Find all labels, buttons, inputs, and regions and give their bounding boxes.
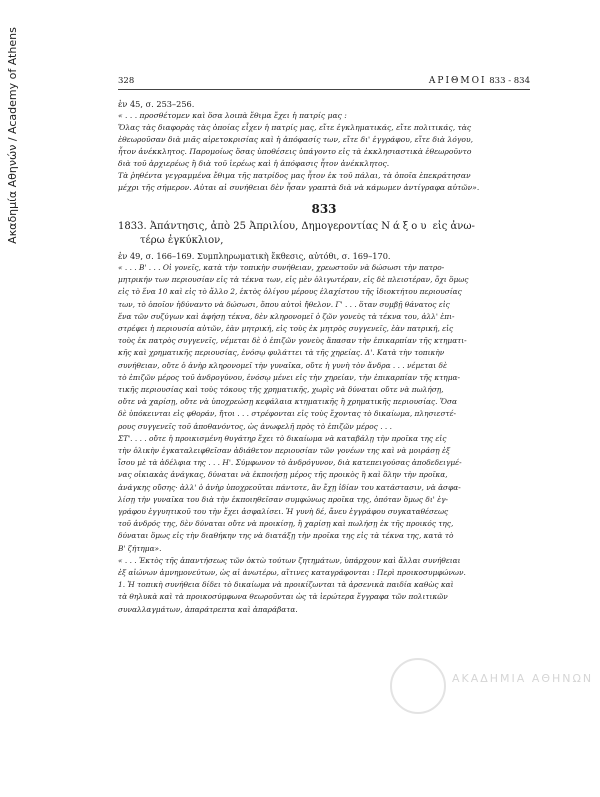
body-line: κῆς καὶ χρηματικῆς περιουσίας, ἐνόσῳ φυλάττει τὰ τῆς χηρείας. Δ'. Κατὰ τὴν τοπικὴν xyxy=(118,348,445,358)
body-line: συνήθειαν, οὔτε ὁ ἀνὴρ κληρονομεῖ τὴν γυναῖκα, οὔτε ἡ γυνὴ τὸν ἄνδρα . . . νέμεται δὲ xyxy=(118,360,447,370)
text-line: Ὅλας τὰς διαφορὰς τὰς ὁποίας εἶχεν ἡ πατρίς μας, εἴτε ἐγκληματικάς, εἴτε πολιτικάς, τὰς xyxy=(118,123,472,132)
body-line: ΣΤ'. . . . οὔτε ἡ προικισμένη θυγάτηρ ἔχει τὸ δικαίωμα νὰ καταβάλῃ τὴν προῖκα της εἰς xyxy=(118,433,447,443)
body-line: τοὺς ἐκ πατρὸς συγγενεῖς, νέμεται δὲ ὁ ἐπιζῶν γονεὺς ἅπασαν τὴν ἐπικαρπίαν τῆς κτηματι- xyxy=(118,336,467,346)
running-title-range: 833 - 834 xyxy=(489,76,530,86)
page-header xyxy=(118,76,530,90)
entry-place: Νάξου xyxy=(381,221,430,232)
body-line: συναλλαγμάτων, ἀπαράτρεπτα καὶ ἀπαράβατα. xyxy=(118,604,298,614)
body-line: στρέφει ἡ περιουσία αὐτῶν, ἐὰν μητρική, εἰς τοὺς ἐκ μητρὸς συγγενεῖς, ἐὰν πατρική, εἰς xyxy=(118,324,454,334)
body-line: « . . . Β' . . . Οἱ γονεῖς, κατὰ τὴν τοπικὴν συνήθειαν, χρεωστοῦν νὰ δώσωσι τὴν πατρο- xyxy=(118,263,445,272)
prev-entry-source: ἐν 45, σ. 253–256. xyxy=(118,99,195,109)
body-line: 1. Ἡ τοπικὴ συνήθεια δίδει τὸ δικαίωμα νὰ προικίζωνται τὰ ἀρσενικὰ παιδία καθὼς καὶ xyxy=(118,580,454,590)
body-line: τοῦ ἀνδρός της, δὲν δύναται οὔτε νὰ προικίσῃ, ἢ χαρίσῃ καὶ πωλήσῃ ἐκ τῆς προικός της, xyxy=(118,519,454,529)
entry-source: ἐν 49, σ. 166–169. Συμπληρωματικὴ ἔκθεσις, αὐτόθι, σ. 169–170. xyxy=(118,251,391,261)
body-line: ἐξ αἰώνων ἀμνημονεύτων, ὡς αἱ ἀνωτέρω, αἵτινες καταγράφονται : Περὶ προικοσυμφώνων. xyxy=(118,568,466,578)
document-page xyxy=(118,76,530,616)
body-line: ἴσου μὲ τὰ ἀδέλφια της . . . Η'. Σύμφωνον τὸ ἀνδρόγυνον, διὰ κατεπειγούσας ἀποδεδειγμέ- xyxy=(118,458,462,468)
entry-heading xyxy=(118,220,530,234)
body-line: ἀνάγκης οὔσης· ἀλλ' ὁ ἀνὴρ ὑποχρεοῦται πάντοτε, ἂν ἔχῃ ἰδίαν του κατάστασιν, νὰ ἀσφα- xyxy=(118,482,461,492)
running-title-text: ΑΡΙΘΜΟΙ xyxy=(428,76,487,86)
body-line: νας οἰκιακὰς ἀνάγκας, δύναται νὰ ἐκποιήσῃ μέρος τῆς προικὸς ἢ καὶ ὅλην τὴν προῖκα, xyxy=(118,470,448,480)
entry-heading-cont: τέρω ἐγκύκλιον, xyxy=(140,235,224,246)
body-line: εἰς τὸ ἕνα 10 καὶ εἰς τὸ ἄλλο 2, ἐκτὸς ὀλίγου μέρους ἐλαχίστου τῆς ἰδιοκτήτου περιουσίας xyxy=(118,287,462,297)
entry-title-a: Ἀπάντησις, ἀπὸ 25 Ἀπριλίου, Δημογεροντίας xyxy=(149,221,379,232)
text-line: μέχρι τῆς σήμερον. Αὐται αἱ συνήθειαι δὲν ἦσαν γραπτὰ διὰ νὰ κάμωμεν ἀντίγραφα αὐτῶν». xyxy=(118,183,480,192)
body-line: των, τὸ ὁποῖον ἠδύναντο νὰ δώσωσι, ὅπου αὐτοὶ ἤθελον. Γ' . . . ὅταν συμβῇ θάνατος εἰς xyxy=(118,299,450,309)
body-line: τὸ ἐπιζῶν μέρος τοῦ ἀνδρογύνου, ἐνόσῳ μένει εἰς τὴν χηρείαν, τὴν ἐπικαρπίαν τῆς κτημα- xyxy=(118,372,461,382)
prev-entry-text xyxy=(118,110,530,194)
section-number: 833 xyxy=(311,202,337,216)
side-label xyxy=(4,20,20,250)
body-line: τὰ θηλυκὰ καὶ τὰ προικοσύμφωνα θεωροῦνται ὡς τὰ ἱερώτερα ἔγγραφα τῶν πολιτικῶν xyxy=(118,592,448,602)
side-label-text: Ακαδημία Αθηνών / Academy of Athens xyxy=(5,26,19,244)
body-line: « . . . Ἐκτὸς τῆς ἀπαντήσεως τῶν ὀκτὼ τούτων ζητημάτων, ὑπάρχουν καὶ ἄλλαι συνήθειαι xyxy=(118,555,461,565)
body-line: δὲ ὑπόκεινται εἰς φθοράν, ἤτοι . . . στρέφονται εἰς τοὺς ἔχοντας τὸ δικαίωμα, πλησιεστέ- xyxy=(118,409,457,419)
body-line: τὴν ὁλικὴν ἐγκαταλειφθεῖσαν ἀδιάθετον περιουσίαν τῶν γονέων της καὶ νὰ μοιράσῃ ἐξ xyxy=(118,446,451,456)
body-line: τικῆς περιουσίας καὶ τοὺς τόκους τῆς χρηματικῆς, χωρὶς νὰ δύναται οὔτε νὰ πωλήσῃ, xyxy=(118,385,444,395)
entry-body xyxy=(118,262,530,616)
watermark-text: ΑΚΑΔΗΜΙΑ ΑΘΗΝΩΝ xyxy=(452,672,594,685)
text-line: ἐθεωροῦσαν διὰ μιᾶς αἱρετοκρισίας καὶ ἡ ἀπόφασίς των, εἴτε δι' ἐγγράφου, εἴτε διὰ λόγου, xyxy=(118,135,473,144)
entry-title-b: εἰς ἀνω- xyxy=(432,221,475,232)
body-line: ρους συγγενεῖς τοῦ ἀποθανόντος, ὡς ἀνωφελῆ πρὸς τὸ ἐπιζῶν μέρος . . . xyxy=(118,421,392,431)
body-line: ἕνα τῶν συζύγων καὶ ἀφήσῃ τέκνα, δὲν κληρονομεῖ ὁ ζῶν γονεὺς τὰ τέκνα του, ἀλλ' ἐπι- xyxy=(118,311,455,321)
body-line: μητρικήν των περιουσίαν εἰς τὰ τέκνα των, εἰς μὲν ὀλιγωτέραν, εἰς δὲ πλειοτέραν, ὄχι ὅμως xyxy=(118,275,469,285)
body-line: Β' ζήτημα». xyxy=(118,543,162,553)
body-line: γράφου ἐγγυητικοῦ του τὴν ἔχει ἀσφαλίσει. Ἡ γυνὴ δέ, ἄνευ ἐγγράφου συγκαταθέσεως xyxy=(118,507,449,517)
text-line: διὰ τοῦ ἀρχιερέως ἢ διὰ τοῦ ἱερέως καὶ ἡ ἀπόφασις ἦτον ἀνέκκλητος. xyxy=(118,159,390,168)
text-line: « . . . προσθέτομεν καὶ ὅσα λοιπὰ ἔθιμα ἔχει ἡ πατρίς μας : xyxy=(118,111,347,120)
text-line: ἦτον ἀνέκκλητος. Παρομοίως ὅσας ὑποθέσεις ὑπάγοντο εἰς τὰ ἐκκλησιαστικὰ ἐθεωροῦντο xyxy=(118,147,472,156)
page-number: 328 xyxy=(118,76,135,86)
academy-watermark-logo xyxy=(390,650,594,720)
text-line: Τὰ ῥηθέντα γεγραμμένα ἔθιμα τῆς πατρίδος μας ἦτον ἐκ τοῦ πάλαι, τὰ ὁποῖα ἐπεκράτησαν xyxy=(118,171,471,180)
body-line: λίσῃ τὴν γυναῖκα του διὰ τὴν ἐκποιηθεῖσαν συμφώνως προῖκα της, ὁπόταν ὅμως δι' ἐγ- xyxy=(118,494,448,504)
body-line: οὔτε νὰ χαρίσῃ, οὔτε νὰ ὑποχρεώσῃ κεφάλαια κτηματικῆς ἢ χρηματικῆς περιουσίας. Ὅσα xyxy=(118,397,457,407)
running-title xyxy=(429,76,530,86)
body-line: δύναται ὅμως εἰς τὴν διαθήκην της νὰ διατάξῃ τὴν προῖκα της εἰς τὰ τέκνα της, κατὰ τὸ xyxy=(118,531,454,541)
entry-number: 1833. xyxy=(118,221,147,232)
helmet-emblem-icon xyxy=(390,658,446,714)
